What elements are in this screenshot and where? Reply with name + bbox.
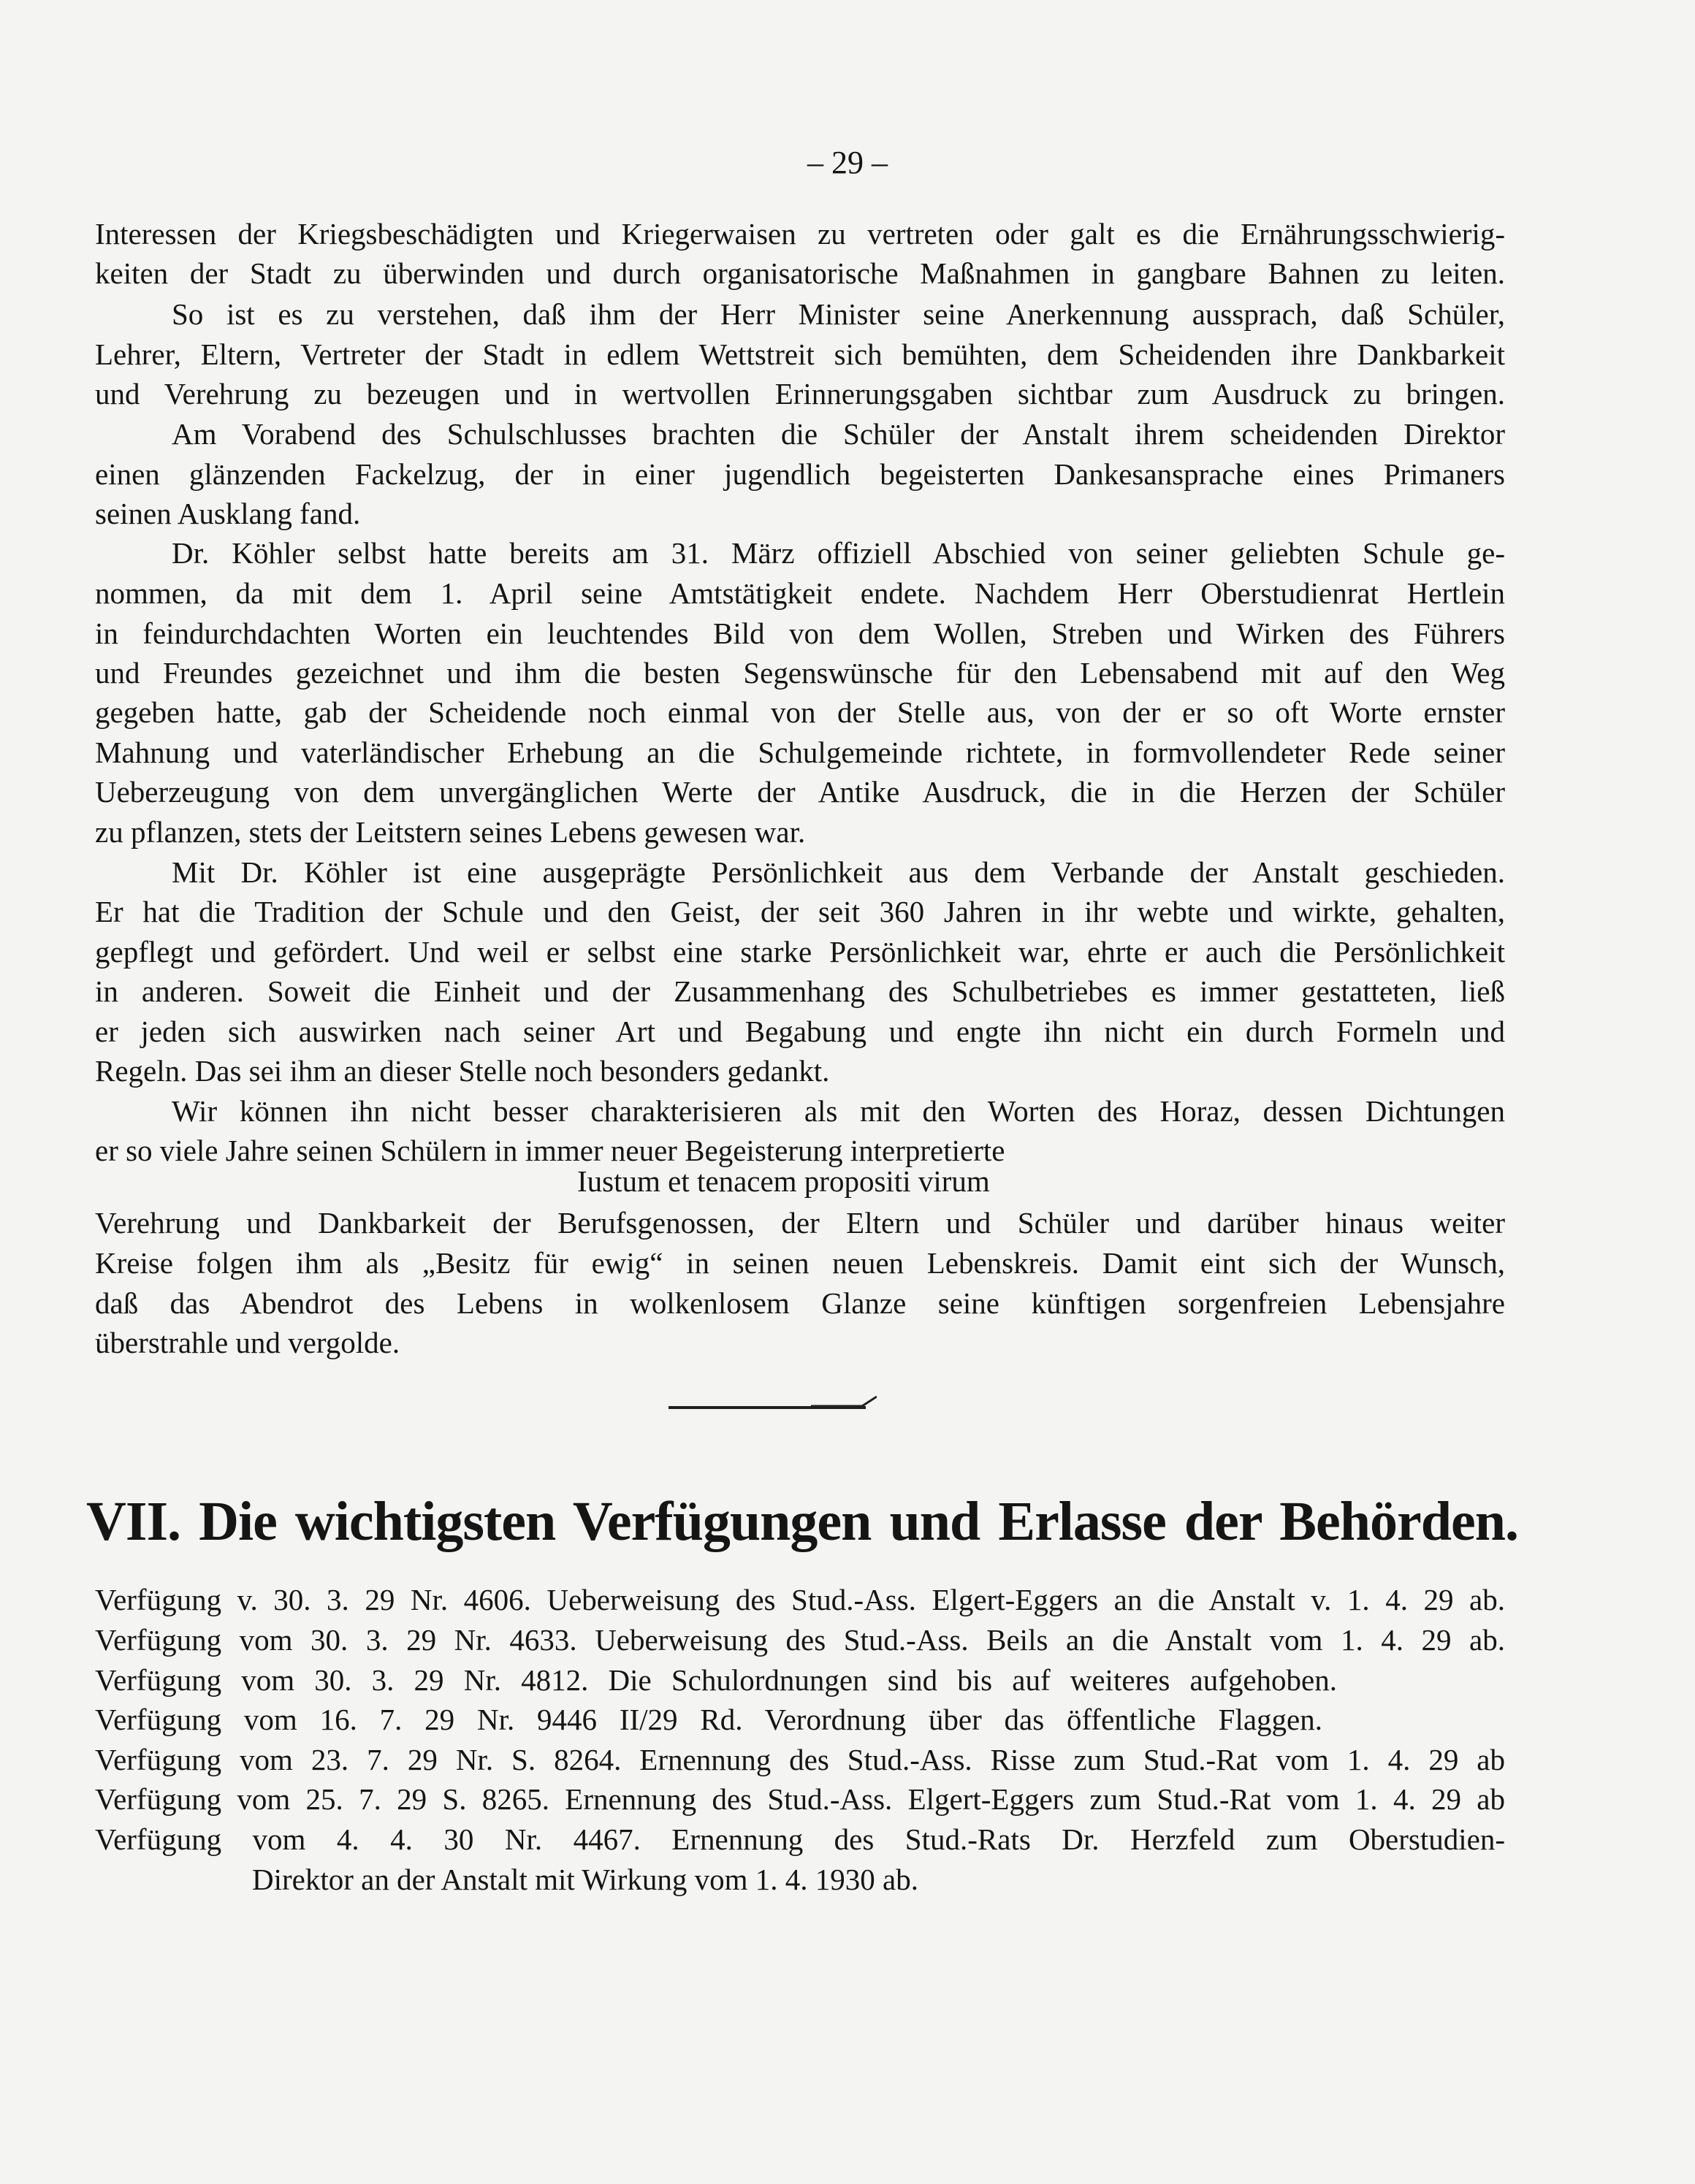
latin-quote: Iustum et tenacem propositi virum — [577, 1164, 990, 1198]
body-line: keiten der Stadt zu überwinden und durch organisatorische Maßnahmen in gangbare Bahnen zu leiten. — [95, 256, 1505, 290]
body-line: einen glänzenden Fackelzug, der in einer jugendlich begeisterten Dankesansprache eines Primaners — [95, 457, 1505, 491]
body-line: überstrahle und vergolde. — [95, 1326, 400, 1359]
body-line: Wir können ihn nicht besser charakterisieren als mit den Worten des Horaz, dessen Dichtungen — [172, 1094, 1505, 1128]
decree-line: Verfügung vom 16. 7. 29 Nr. 9446 II/29 Rd. Verordnung über das öffentliche Flaggen. — [95, 1703, 1322, 1736]
body-line: und Freundes gezeichnet und ihm die besten Segenswünsche für den Lebensabend mit auf den Weg — [95, 656, 1505, 690]
body-line: er so viele Jahre seinen Schülern in immer neuer Begeisterung interpretierte — [95, 1134, 1005, 1167]
decree-line: Verfügung vom 23. 7. 29 Nr. S. 8264. Ernennung des Stud.-Ass. Risse zum Stud.-Rat vom 1. 4. 29 ab — [95, 1743, 1505, 1776]
body-line: Lehrer, Eltern, Vertreter der Stadt in edlem Wettstreit sich bemühten, dem Scheidenden ihre Dankbarkeit — [95, 337, 1505, 371]
body-line: nommen, da mit dem 1. April seine Amtstätigkeit endete. Nachdem Herr Oberstudienrat Hertlein — [95, 576, 1505, 610]
body-line: daß das Abendrot des Lebens in wolkenlosem Glanze seine künftigen sorgenfreien Lebensjahre — [95, 1286, 1505, 1320]
decree-line: Verfügung vom 30. 3. 29 Nr. 4812. Die Schulordnungen sind bis auf weiteres aufgehoben. — [95, 1663, 1337, 1697]
body-line: Mahnung und vaterländischer Erhebung an die Schulgemeinde richtete, in formvollendeter Rede seiner — [95, 736, 1505, 769]
divider-flourish — [811, 1395, 877, 1417]
page-number: – 29 – — [807, 145, 888, 180]
body-line: zu pflanzen, stets der Leitstern seines Lebens gewesen war. — [95, 815, 806, 849]
body-line: So ist es zu verstehen, daß ihm der Herr Minister seine Anerkennung aussprach, daß Schüler, — [172, 297, 1505, 331]
body-line: Dr. Köhler selbst hatte bereits am 31. März offiziell Abschied von seiner geliebten Schule ge- — [172, 536, 1505, 570]
body-line: Am Vorabend des Schulschlusses brachten die Schüler der Anstalt ihrem scheidenden Direktor — [172, 417, 1505, 451]
decree-line: Verfügung v. 30. 3. 29 Nr. 4606. Ueberweisung des Stud.-Ass. Elgert-Eggers an die Anstalt v. 1. 4. 29 ab. — [95, 1583, 1505, 1616]
body-line: in feindurchdachten Worten ein leuchtendes Bild von dem Wollen, Streben und Wirken des Führers — [95, 616, 1505, 650]
section-heading: VII. Die wichtigsten Verfügungen und Erlasse der Behörden. — [86, 1491, 1518, 1552]
decree-line: Verfügung vom 30. 3. 29 Nr. 4633. Ueberweisung des Stud.-Ass. Beils an die Anstalt vom 1. 4. 29 ab. — [95, 1623, 1505, 1657]
body-line: gegeben hatte, gab der Scheidende noch einmal von der Stelle aus, von der er so oft Worte ernster — [95, 695, 1505, 729]
body-line: Ueberzeugung von dem unvergänglichen Werte der Antike Ausdruck, die in die Herzen der Schüler — [95, 775, 1505, 809]
body-line: Verehrung und Dankbarkeit der Berufsgenossen, der Eltern und Schüler und darüber hinaus weiter — [95, 1206, 1505, 1240]
decree-line: Verfügung vom 4. 4. 30 Nr. 4467. Ernennung des Stud.-Rats Dr. Herzfeld zum Oberstudien- — [95, 1822, 1505, 1856]
body-line: Er hat die Tradition der Schule und den Geist, der seit 360 Jahren in ihr webte und wirkte, gehalten, — [95, 895, 1505, 928]
body-line: und Verehrung zu bezeugen und in wertvollen Erinnerungsgaben sichtbar zum Ausdruck zu bringen. — [95, 377, 1505, 411]
body-line: seinen Ausklang fand. — [95, 497, 361, 530]
decree-line: Verfügung vom 25. 7. 29 S. 8265. Ernennung des Stud.-Ass. Elgert-Eggers zum Stud.-Rat vom 1. 4. 29 ab — [95, 1782, 1505, 1816]
body-line: Interessen der Kriegsbeschädigten und Kriegerwaisen zu vertreten oder galt es die Ernährungsschwierig- — [95, 217, 1505, 251]
body-line: Kreise folgen ihm als „Besitz für ewig“ in seinen neuen Lebenskreis. Damit eint sich der Wunsch, — [95, 1246, 1505, 1280]
body-line: Mit Dr. Köhler ist eine ausgeprägte Persönlichkeit aus dem Verbande der Anstalt geschieden. — [172, 855, 1505, 889]
decree-line: Direktor an der Anstalt mit Wirkung vom 1. 4. 1930 ab. — [252, 1863, 918, 1896]
body-line: in anderen. Soweit die Einheit und der Zusammenhang des Schulbetriebes es immer gestatteten, ließ — [95, 974, 1505, 1008]
body-line: er jeden sich auswirken nach seiner Art und Begabung und engte ihn nicht ein durch Formeln und — [95, 1015, 1505, 1048]
body-line: Regeln. Das sei ihm an dieser Stelle noch besonders gedankt. — [95, 1054, 830, 1088]
body-line: gepflegt und gefördert. Und weil er selbst eine starke Persönlichkeit war, ehrte er auch die Persönlichkeit — [95, 935, 1505, 969]
